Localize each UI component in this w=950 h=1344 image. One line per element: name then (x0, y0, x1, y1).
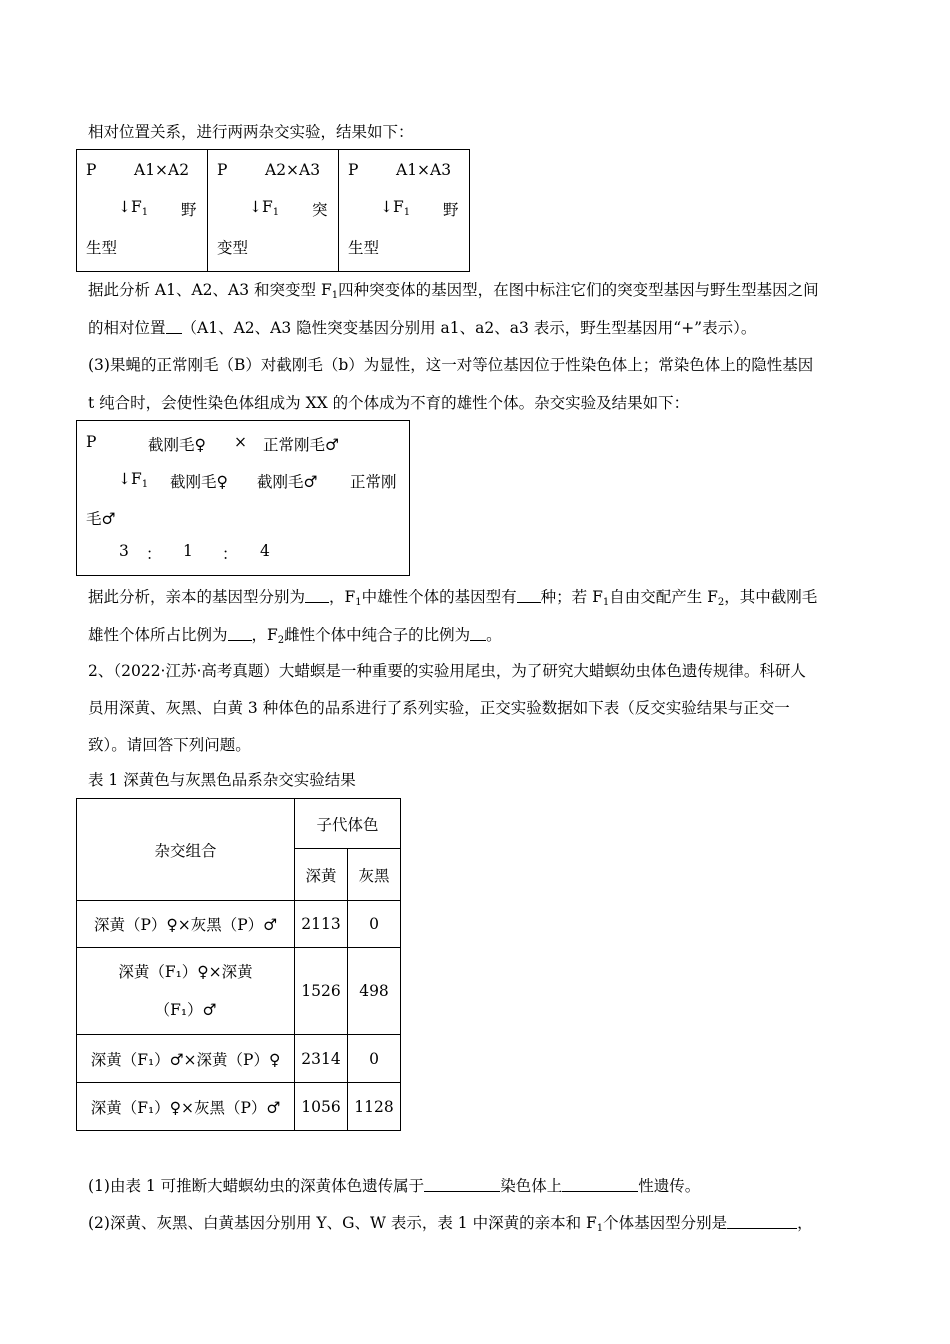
cross-2-offspring-1: 截刚毛♀ (170, 473, 228, 491)
header-cross-group: 杂交组合 (77, 799, 295, 901)
cross-2-p: P (86, 433, 97, 451)
answer-blank (305, 588, 329, 603)
cross-label: 深黄（F₁）♀×深黄 （F₁）♂ (77, 948, 295, 1035)
sub-question-2: (2)深黄、灰黑、白黄基因分别用 Y、G、W 表示，表 1 中深黄的亲本和 $F_1$个体基因型分别是 ， (88, 1214, 813, 1234)
deep-yellow-count: 1526 (295, 948, 348, 1035)
answer-blank (228, 626, 252, 641)
header-offspring-color: 子代体色 (295, 799, 401, 849)
cell-result-a: 野 (181, 201, 197, 219)
question-2-line-3: 致）。请回答下列问题。 (88, 736, 251, 754)
ratio-colon: ： (146, 545, 162, 563)
answer-blank (166, 319, 182, 334)
cell-p-label: P (348, 161, 359, 179)
answer-blank (424, 1177, 500, 1192)
analysis-1-line-2: 的相对位置 （A1、A2、A3 隐性突变基因分别用 a1、a2、a3 表示，野生型基因用“+”表示）。 (88, 319, 757, 337)
cell-arrow: $↓F_1$ (118, 198, 149, 218)
analysis-1-line-1: 据此分析 A1、A2、A3 和突变型 $F_1$四种突变体的基因型，在图中标注它们的突变型基因与野生型基因之间 (88, 281, 819, 301)
answer-blank (562, 1177, 638, 1192)
ratio-2: 1 (183, 542, 193, 560)
header-deep-yellow: 深黄 (295, 849, 348, 901)
cross-2-offspring-3-cont: 毛♂ (86, 510, 116, 528)
answer-blank (470, 626, 486, 641)
divider (207, 149, 208, 272)
table-row (77, 901, 401, 948)
cell-p-label: P (217, 161, 228, 179)
ratio-colon: ： (222, 545, 238, 563)
deep-yellow-count: 2314 (295, 1035, 348, 1083)
cross-2-offspring-2: 截刚毛♂ (257, 473, 318, 491)
question-3-line-1: (3)果蝇的正常刚毛（B）对截刚毛（b）为显性，这一对等位基因位于性染色体上；常染色体上的隐性基因 (88, 356, 814, 374)
table-row (77, 1035, 401, 1083)
cell-cross: A2×A3 (265, 161, 321, 179)
cell-result-b: 生型 (86, 239, 118, 257)
cross-label: 深黄（P）♀×灰黑（P）♂ (77, 901, 295, 948)
cell-cross: A1×A3 (396, 161, 452, 179)
analysis-2-line-2: 雄性个体所占比例为 ，$F_2$雌性个体中纯合子的比例为 。 (88, 626, 502, 646)
cell-result-a: 野 (443, 201, 459, 219)
intro-line: 相对位置关系，进行两两杂交实验，结果如下： (88, 123, 414, 141)
table-caption: 表 1 深黄色与灰黑色品系杂交实验结果 (88, 771, 356, 789)
cell-result-b: 生型 (348, 239, 380, 257)
sub-question-1: (1)由表 1 可推断大蜡螟幼虫的深黄体色遗传属于 染色体上 性遗传。 (88, 1177, 701, 1195)
deep-yellow-count: 1056 (295, 1083, 348, 1131)
gray-black-count: 0 (348, 1035, 401, 1083)
question-2-line-1: 2、（2022·江苏·高考真题）大蜡螟是一种重要的实验用尾虫，为了研究大蜡螟幼虫体色遗传规律。科研人 (88, 662, 806, 680)
ratio-1: 3 (119, 542, 129, 560)
cross-2-female: 截刚毛♀ (148, 436, 206, 454)
question-2-line-2: 员用深黄、灰黑、白黄 3 种体色的品系进行了系列实验，正交实验数据如下表（反交实验结果与正交一 (88, 699, 790, 717)
table-row (77, 1083, 401, 1131)
cross-2-arrow: $↓F_1$ (118, 470, 149, 490)
analysis-2-line-1: 据此分析，亲本的基因型分别为 ，$F_1$中雄性个体的基因型有 种；若 $F_1$自由交配产生 $F_2$，其中截刚毛 (88, 588, 818, 608)
cell-cross: A1×A2 (134, 161, 190, 179)
cross-data-table (76, 798, 401, 1131)
answer-blank (517, 588, 541, 603)
cross-label: 深黄（F₁）♀×灰黑（P）♂ (77, 1083, 295, 1131)
table-row (77, 948, 401, 1035)
cell-arrow: $↓F_1$ (380, 198, 411, 218)
cell-arrow: $↓F_1$ (249, 198, 280, 218)
cell-p-label: P (86, 161, 97, 179)
table-header-row (77, 799, 401, 849)
header-gray-black: 灰黑 (348, 849, 401, 901)
cross-2-male: 正常刚毛♂ (263, 436, 339, 454)
ratio-3: 4 (260, 542, 270, 560)
cell-result-b: 变型 (217, 239, 249, 257)
cross-2-times: × (234, 433, 247, 451)
gray-black-count: 1128 (348, 1083, 401, 1131)
gray-black-count: 498 (348, 948, 401, 1035)
divider (338, 149, 339, 272)
cross-2-offspring-3: 正常刚 (350, 473, 397, 491)
cell-result-a: 突 (312, 201, 328, 219)
answer-blank (727, 1214, 797, 1229)
question-3-line-2: t 纯合时，会使性染色体组成为 XX 的个体成为不育的雄性个体。杂交实验及结果如下： (88, 394, 690, 412)
deep-yellow-count: 2113 (295, 901, 348, 948)
gray-black-count: 0 (348, 901, 401, 948)
cross-label: 深黄（F₁）♂×深黄（P）♀ (77, 1035, 295, 1083)
